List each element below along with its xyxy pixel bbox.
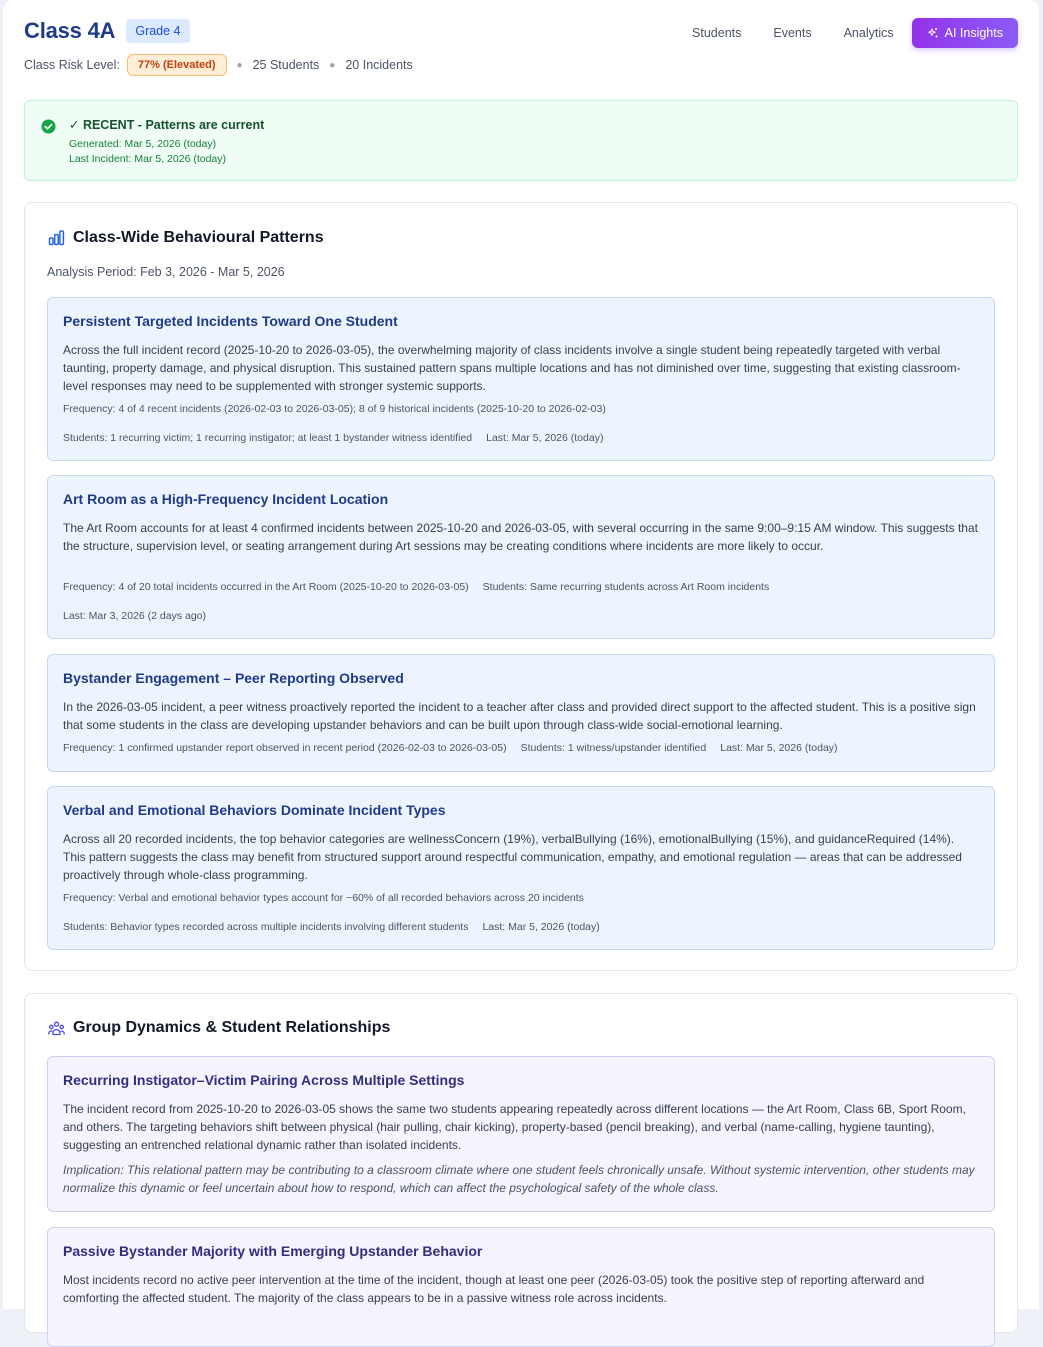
pattern-meta-row <box>63 921 984 933</box>
pattern-description: In the 2026-03-05 incident, a peer witness proactively reported the incident to a teacher after class and provided direct support to the affected student. This is a positive sign that some students in the class are developing upstander behaviors and can be built upon through class-wide social-emotional learning. <box>63 700 976 732</box>
class-meta <box>24 54 413 76</box>
dynamics-card <box>47 1227 995 1347</box>
pattern-title: Art Room as a High-Frequency Incident Location <box>63 491 389 507</box>
dynamics-description: Most incidents record no active peer intervention at the time of the incident, though at least one peer (2026-03-05) took the positive step of reporting afterward and comforting the affected student. The majority of the class appears to be in a passive witness role across incidents. <box>63 1273 925 1305</box>
ai-insights-label: AI Insights <box>944 26 1003 40</box>
title-row <box>24 18 190 44</box>
class-insights-page <box>3 0 1039 1309</box>
class-header <box>3 0 1039 90</box>
patterns-section-title: Class-Wide Behavioural Patterns <box>73 229 324 246</box>
dynamics-implication: Implication: This relational pattern may be contributing to a classroom climate where one student feels chronically unsafe. Without systemic intervention, other students may normalize this dynamic or feel uncertain about how to respond, which can affect the psychological safety of the whole class. <box>63 1163 975 1195</box>
nav-students[interactable]: Students <box>692 26 742 40</box>
dynamics-title: Recurring Instigator–Victim Pairing Across Multiple Settings <box>63 1072 465 1088</box>
dynamics-card <box>47 1056 995 1212</box>
separator-dot: ● <box>329 59 336 71</box>
generated-date: Generated: Mar 5, 2026 (today) <box>69 138 217 150</box>
check-circle-icon <box>41 119 56 134</box>
pattern-title: Bystander Engagement – Peer Reporting Observed <box>63 670 404 686</box>
users-group-icon <box>48 1021 65 1036</box>
pattern-description: Across the full incident record (2025-10-20 to 2026-03-05), the overwhelming majority of class incidents involve a single student being repeatedly targeted with verbal taunting, property damage, and physical disruption. This sustained pattern spans multiple locations and has not diminished over time, suggesting that existing classroom-level responses may need to be supplemented with stronger systemic supports. <box>63 343 961 393</box>
analysis-period: Analysis Period: Feb 3, 2026 - Mar 5, 2026 <box>47 265 285 279</box>
pattern-card <box>47 786 995 950</box>
pattern-frequency: Frequency: 4 of 4 recent incidents (2026-02-03 to 2026-03-05); 8 of 9 historical incidents (2025-10-20 to 2026-02-03) <box>63 403 606 415</box>
dynamics-section <box>24 993 1018 1333</box>
pattern-last: Last: Mar 5, 2026 (today) <box>482 921 600 933</box>
pattern-meta-row <box>63 432 984 444</box>
freshness-status-box <box>24 100 1018 181</box>
nav-analytics[interactable]: Analytics <box>843 26 894 40</box>
risk-label: Class Risk Level: <box>24 58 120 72</box>
pattern-description: The Art Room accounts for at least 4 confirmed incidents between 2025-10-20 and 2026-03-05, with several occurring in the same 9:00–9:15 AM window. This suggests that the structure, supervision level, or seating arrangement during Art sessions may be creating conditions where incidents are more likely to occur. <box>63 521 978 553</box>
pattern-students: Students: Same recurring students across Art Room incidents <box>482 581 770 593</box>
grade-badge: Grade 4 <box>126 19 189 43</box>
student-count: 25 Students <box>252 58 320 72</box>
pattern-last: Last: Mar 5, 2026 (today) <box>486 432 604 444</box>
dynamics-title: Passive Bystander Majority with Emerging Upstander Behavior <box>63 1243 483 1259</box>
pattern-students: Students: 1 witness/upstander identified <box>520 742 707 754</box>
patterns-section <box>24 202 1018 971</box>
pattern-frequency: Frequency: 1 confirmed upstander report observed in recent period (2026-02-03 to 2026-03-05) <box>63 742 507 754</box>
pattern-meta-row <box>63 581 984 593</box>
nav-ai-insights[interactable] <box>912 18 1018 48</box>
pattern-title: Persistent Targeted Incidents Toward One Student <box>63 313 398 329</box>
pattern-card <box>47 297 995 461</box>
pattern-frequency: Frequency: 4 of 20 total incidents occurred in the Art Room (2025-10-20 to 2026-03-05) <box>63 581 469 593</box>
pattern-frequency: Frequency: Verbal and emotional behavior types account for ~60% of all recorded behaviors across 20 incidents <box>63 892 584 904</box>
patterns-section-header <box>48 229 324 247</box>
pattern-last: Last: Mar 3, 2026 (2 days ago) <box>63 610 206 622</box>
sparkles-icon <box>927 27 939 39</box>
pattern-card <box>47 475 995 639</box>
class-title: Class 4A <box>24 18 116 43</box>
separator-dot: ● <box>236 59 243 71</box>
pattern-card <box>47 654 995 772</box>
risk-badge: 77% (Elevated) <box>127 54 227 76</box>
dynamics-section-header <box>48 1019 390 1037</box>
bar-chart-icon <box>48 230 65 246</box>
dynamics-description: The incident record from 2025-10-20 to 2026-03-05 shows the same two students appearing repeatedly across different locations — the Art Room, Class 6B, Sport Room, and others. The targeting behaviors shift between physical (hair pulling, chair kicking), property-based (pencil breaking), and verbal (name-calling, hygiene taunting), suggesting an entrenched relational dynamic rather than isolated incidents. <box>63 1102 966 1152</box>
pattern-description: Across all 20 recorded incidents, the top behavior categories are wellnessConcern (19%), verbalBullying (16%), emotionalBullying (15%), and guidanceRequired (14%). This pattern suggests the class may benefit from structured support around respectful communication, empathy, and emotional regulation — areas that can be addressed proactively through whole-class programming. <box>63 832 962 882</box>
pattern-students: Students: Behavior types recorded across multiple incidents involving different students <box>63 921 469 933</box>
pattern-last: Last: Mar 5, 2026 (today) <box>720 742 838 754</box>
nav-events[interactable]: Events <box>773 26 812 40</box>
class-nav <box>676 18 1018 48</box>
pattern-meta-row <box>63 742 984 754</box>
dynamics-section-title: Group Dynamics & Student Relationships <box>73 1019 391 1036</box>
pattern-title: Verbal and Emotional Behaviors Dominate Incident Types <box>63 802 446 818</box>
incident-count: 20 Incidents <box>345 58 413 72</box>
last-incident-date: Last Incident: Mar 5, 2026 (today) <box>69 153 227 165</box>
status-title: ✓ RECENT - Patterns are current <box>69 118 265 132</box>
pattern-students: Students: 1 recurring victim; 1 recurring instigator; at least 1 bystander witness identified <box>63 432 473 444</box>
